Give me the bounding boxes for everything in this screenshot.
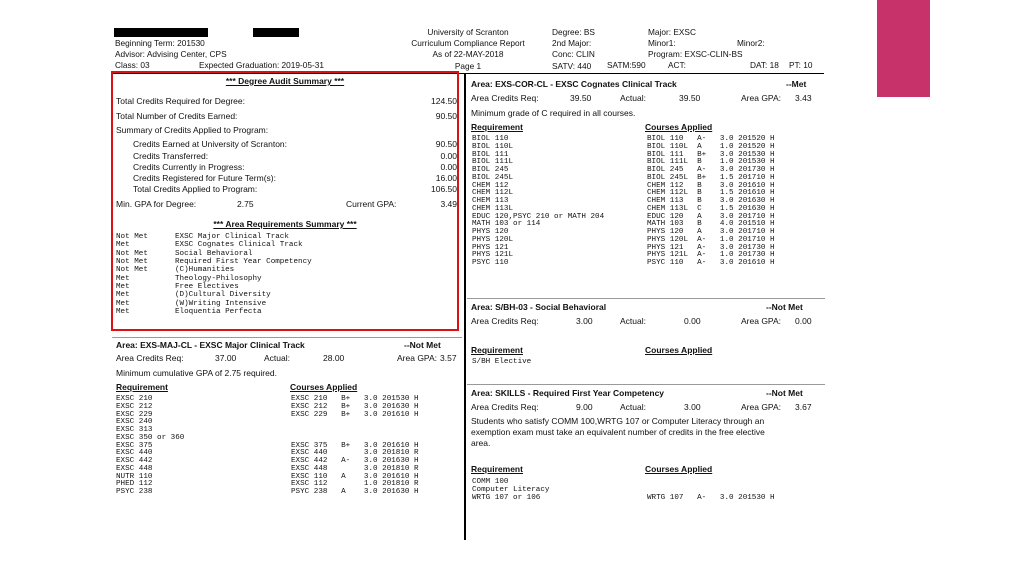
social-req-value: 3.00 <box>576 316 593 326</box>
area-summary-title: *** Area Requirements Summary *** <box>213 219 357 229</box>
area-name: (D)Cultural Diversity <box>175 291 271 300</box>
skills-gpa-label: Area GPA: <box>741 402 781 412</box>
social-courses-header: Courses Applied <box>645 345 713 355</box>
area-name: EXSC Cognates Clinical Track <box>175 241 303 250</box>
audit-row-total-earned <box>116 111 237 122</box>
minor1: Minor1: <box>648 38 676 49</box>
pt-score: PT: 10 <box>789 60 813 70</box>
major-actual-value: 28.00 <box>323 353 345 363</box>
audit-sub-label: Credits Transferred: <box>133 151 209 161</box>
cognates-req-value: 39.50 <box>570 93 592 103</box>
major-requirement-header: Requirement <box>116 382 168 392</box>
area-status: Met <box>116 283 130 292</box>
audit-sub-label: Total Credits Applied to Program: <box>133 184 258 194</box>
cognates-gpa-value: 3.43 <box>795 93 812 103</box>
min-gpa-label: Min. GPA for Degree: <box>116 199 197 209</box>
audit-sub-value: 90.50 <box>435 139 457 149</box>
major-courses-header: Courses Applied <box>290 382 358 392</box>
skills-area-title: Area: SKILLS - Required First Year Competency <box>471 388 665 398</box>
cognates-requirements-list: BIOL 110 BIOL 110L BIOL 111 BIOL 111L BIOL 245 BIOL 245L CHEM 112 CHEM 112L CHEM 113 CHEM 113L EDUC 120,PSYC 210 or MATH 204 MATH 103 or 114 PHYS 120 PHYS 120L PHYS 121 PHYS 121L PSYC 110 <box>472 135 605 267</box>
area-summary-list <box>116 233 312 317</box>
major: Major: EXSC <box>648 27 696 37</box>
skills-req-value: 9.00 <box>576 402 593 412</box>
satv-score: SATV: 440 <box>552 60 592 71</box>
skills-req-label: Area Credits Req: <box>471 402 539 412</box>
audit-row-summary-label: Summary of Credits Applied to Program: <box>116 125 269 135</box>
audit-sub-label: Credits Registered for Future Term(s): <box>133 173 276 183</box>
area-status: Not Met <box>116 249 148 258</box>
cognates-req-label: Area Credits Req: <box>471 93 539 103</box>
area-name: (W)Writing Intensive <box>175 299 267 308</box>
redacted-id-bar <box>253 28 299 37</box>
skills-applied-list: WRTG 107 A- 3.0 201530 H <box>647 494 775 502</box>
major-req-value: 37.00 <box>215 353 237 363</box>
audit-value: 90.50 <box>435 111 457 121</box>
current-gpa-value: 3.49 <box>440 199 457 209</box>
skills-note-line: Students who satisfy COMM 100,WRTG 107 or Computer Literacy through an <box>471 416 765 426</box>
satm-score: SATM:590 <box>607 60 646 70</box>
social-area-status: --Not Met <box>766 302 803 312</box>
header-major-col <box>648 27 743 61</box>
cognates-gpa-label: Area GPA: <box>741 93 781 103</box>
major-gpa-label: Area GPA: <box>397 353 437 363</box>
area-status: Met <box>116 274 130 283</box>
area-name: Eloquentia Perfecta <box>175 308 262 317</box>
cognates-area-title: Area: EXS-COR-CL - EXSC Cognates Clinical Track <box>471 79 677 89</box>
major-applied-list: EXSC 210 B+ 3.0 201530 H EXSC 212 B+ 3.0 201630 H EXSC 229 B+ 3.0 201610 H EXSC 375 B+ 3.0 201610 H EXSC 440 3.0 201810 R EXSC 442 A- 3.0 201630 H EXSC 448 3.0 201810 R EXSC 110 A 3.0 201610 H EXSC 112 1.0 201810 R PSYC 238 A 3.0 201630 H <box>291 395 419 496</box>
cognates-applied-list: BIOL 110 A- 3.0 201520 H BIOL 110L A 1.0 201520 H BIOL 111 B+ 3.0 201530 H BIOL 111L B 1.0 201530 H BIOL 245 A- 3.0 201730 H BIOL 245L B+ 1.5 201710 H CHEM 112 B 3.0 201610 H CHEM 112L B 1.5 201610 H CHEM 113 B 3.0 201630 H CHEM 113L C 1.5 201630 H EDUC 120 A 3.0 201710 H MATH 103 B 4.0 201510 H PHYS 120 A 3.0 201710 H PHYS 120L A- 1.0 201710 H PHYS 121 A- 3.0 201730 H PHYS 121L A- 1.0 201730 H PSYC 110 A- 3.0 201610 H <box>647 135 775 267</box>
header-left <box>115 38 227 60</box>
skills-area-divider <box>467 384 825 385</box>
university-name: University of Scranton <box>427 27 509 37</box>
social-requirement-header: Requirement <box>471 345 523 355</box>
social-actual-label: Actual: <box>620 316 646 326</box>
social-requirements-list: S/BH Elective <box>472 358 532 366</box>
degree-audit-title: *** Degree Audit Summary *** <box>225 76 345 86</box>
current-gpa-label: Current GPA: <box>346 199 397 209</box>
area-status: Not Met <box>116 266 148 275</box>
skills-actual-label: Actual: <box>620 402 646 412</box>
area-status: Not Met <box>116 258 148 267</box>
program: Program: EXSC-CLIN-BS <box>648 49 743 60</box>
social-gpa-value: 0.00 <box>795 316 812 326</box>
act-score: ACT: <box>668 60 686 70</box>
area-status: Met <box>116 299 130 308</box>
social-req-label: Area Credits Req: <box>471 316 539 326</box>
major-gpa-value: 3.57 <box>440 353 457 363</box>
major-requirements-list: EXSC 210 EXSC 212 EXSC 229 EXSC 240 EXSC 313 EXSC 350 or 360 EXSC 375 EXSC 440 EXSC 442 EXSC 448 NUTR 110 PHED 112 PSYC 238 <box>116 395 185 496</box>
min-gpa-value: 2.75 <box>237 199 254 209</box>
redacted-name-bar <box>114 28 208 37</box>
skills-requirements-list: COMM 100 Computer Literacy WRTG 107 or 106 <box>472 478 550 502</box>
skills-requirement-header: Requirement <box>471 464 523 474</box>
skills-actual-value: 3.00 <box>684 402 701 412</box>
audit-sub-value: 0.00 <box>440 162 457 172</box>
advisor: Advisor: Advising Center, CPS <box>115 49 227 60</box>
skills-note-line: exemption exam must take an equivalent number of credits in the free elective <box>471 427 765 437</box>
cognates-actual-label: Actual: <box>620 93 646 103</box>
area-name: EXSC Major Clinical Track <box>175 233 289 241</box>
major-note: Minimum cumulative GPA of 2.75 required. <box>116 368 277 378</box>
major-area-title: Area: EXS-MAJ-CL - EXSC Major Clinical Track <box>116 340 305 350</box>
second-major: 2nd Major: <box>552 38 592 49</box>
social-area-title: Area: S/BH-03 - Social Behavioral <box>471 302 607 312</box>
skills-courses-header: Courses Applied <box>645 464 713 474</box>
list-item <box>116 308 262 317</box>
header-degree-col <box>552 27 595 72</box>
skills-note-line: area. <box>471 438 491 448</box>
area-status: Met <box>116 291 130 300</box>
major-area-divider <box>112 337 462 338</box>
social-area-divider <box>467 298 825 299</box>
major-actual-label: Actual: <box>264 353 290 363</box>
major-req-label: Area Credits Req: <box>116 353 184 363</box>
audit-sub-value: 106.50 <box>431 184 457 194</box>
expected-graduation: Expected Graduation: 2019-05-31 <box>199 60 325 70</box>
area-status: Met <box>116 241 130 250</box>
accent-tab <box>877 0 930 97</box>
class-line: Class: 03 <box>115 60 150 70</box>
degree: Degree: BS <box>552 27 595 37</box>
cognates-requirement-header: Requirement <box>471 122 523 132</box>
skills-area-status: --Not Met <box>766 388 803 398</box>
cognates-area-status: --Met <box>786 79 807 89</box>
area-name: Required First Year Competency <box>175 258 312 267</box>
area-name: Social Behavioral <box>175 249 253 258</box>
audit-value: 124.50 <box>431 96 457 106</box>
audit-sub-label: Credits Earned at University of Scranton: <box>133 139 288 149</box>
as-of-date: As of 22-MAY-2018 <box>432 49 504 60</box>
skills-gpa-value: 3.67 <box>795 402 812 412</box>
report-title: Curriculum Compliance Report <box>411 38 525 49</box>
beginning-term: Beginning Term: 201530 <box>115 38 205 48</box>
area-name: Theology-Philosophy <box>175 274 262 283</box>
audit-label: Total Credits Required for Degree: <box>116 96 245 106</box>
area-status: Not Met <box>116 233 148 241</box>
concentration: Conc: CLIN <box>552 49 595 60</box>
audit-sub-label: Credits Currently in Progress: <box>133 162 245 172</box>
audit-sub-value: 16.00 <box>435 173 457 183</box>
area-status: Met <box>116 308 130 317</box>
skills-note <box>471 416 765 449</box>
minor2: Minor2: <box>737 38 765 48</box>
cognates-note: Minimum grade of C required in all courses. <box>471 108 636 118</box>
cognates-courses-header: Courses Applied <box>645 122 713 132</box>
header-center <box>398 27 538 72</box>
column-divider <box>464 74 466 540</box>
area-name: (C)Humanities <box>175 266 235 275</box>
social-actual-value: 0.00 <box>684 316 701 326</box>
dat-score: DAT: 18 <box>750 60 779 70</box>
page-number: Page 1 <box>454 60 482 71</box>
audit-label: Total Number of Credits Earned: <box>116 111 238 121</box>
audit-sub-value: 0.00 <box>440 151 457 161</box>
audit-row-total-required <box>116 96 245 107</box>
major-area-status: --Not Met <box>404 340 441 350</box>
area-name: Free Electives <box>175 283 239 292</box>
cognates-actual-value: 39.50 <box>679 93 701 103</box>
social-gpa-label: Area GPA: <box>741 316 781 326</box>
